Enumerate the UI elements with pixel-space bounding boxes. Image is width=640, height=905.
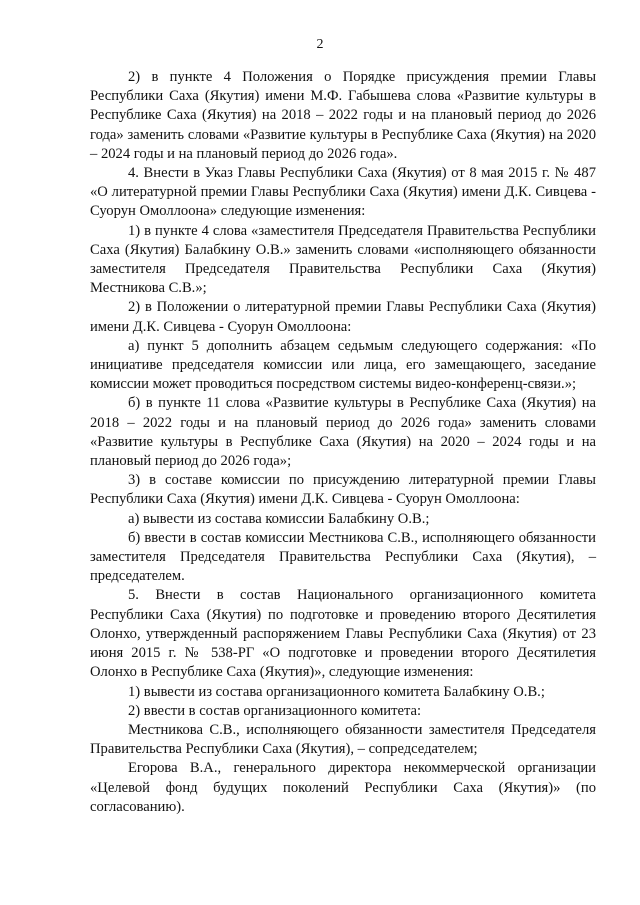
paragraph: 3) в составе комиссии по присуждению литературной премии Главы Республики Саха (Якутия) имени Д.К. Сивцева - Суорун Омоллоона: — [90, 472, 596, 508]
paragraph: 2) в Положении о литературной премии Главы Республики Саха (Якутия) имени Д.К. Сивцева - Суорун Омоллоона: — [90, 299, 596, 335]
document-body — [90, 68, 596, 817]
paragraph: б) ввести в состав комиссии Местникова С.В., исполняющего обязанности заместителя Председателя Правительства Республики Саха (Якутия), – председателем. — [90, 529, 596, 585]
paragraph: а) вывести из состава комиссии Балабкину О.В.; — [128, 510, 430, 527]
page-number: 2 — [316, 37, 324, 52]
paragraph: а) пункт 5 дополнить абзацем седьмым следующего содержания: «По инициативе председателя комиссии или лица, его замещающего, заседание комиссии может проводиться посредством системы видео-конференц-связи.»; — [90, 337, 596, 393]
paragraph: 5. Внести в состав Национального организационного комитета Республики Саха (Якутия) по подготовке и проведению второго Десятилетия Олонхо, утвержденный распоряжением Главы Республики Саха (Якутия) от 23 июня 2015 г. № 538-РГ «О подготовке и проведении второго Десятилетия Олонхо в Республике Саха (Якутия)», следующие изменения: — [90, 587, 596, 681]
paragraph: б) в пункте 11 слова «Развитие культуры в Республике Саха (Якутия) на 2018 – 2022 годы и на плановый период до 2026 года» заменить словами «Развитие культуры в Республике Саха (Якутия) на 2020 – 2024 годы и на плановый период до 2026 года»; — [90, 395, 596, 470]
paragraph: Егорова В.А., генерального директора некоммерческой организации «Целевой фонд будущих поколений Республики Саха (Якутия)» (по согласованию). — [90, 760, 596, 815]
paragraph: Местникова С.В., исполняющего обязанности заместителя Председателя Правительства Республики Саха (Якутия), – сопредседателем; — [90, 721, 596, 758]
paragraph: 1) в пункте 4 слова «заместителя Председателя Правительства Республики Саха (Якутия) Балабкину О.В.» заменить словами «исполняющего обязанности заместителя Председателя Правительства Республики Саха (Якутия) Местникова С.В.»; — [90, 222, 596, 297]
paragraph: 4. Внести в Указ Главы Республики Саха (Якутия) от 8 мая 2015 г. № 487 «О литературной премии Главы Республики Саха (Якутия) имени Д.К. Сивцева - Суорун Омоллоона» следующие изменения: — [90, 165, 596, 220]
paragraph: 2) ввести в состав организационного комитета: — [128, 702, 422, 719]
paragraph: 2) в пункте 4 Положения о Порядке присуждения премии Главы Республики Саха (Якутия) имени М.Ф. Габышева слова «Развитие культуры в Республике Саха (Якутия) на 2018 – 2022 годы и на плановый период до 2026 года» заменить словами «Развитие культуры в Республике Саха (Якутия) на 2020 – 2024 годы и на плановый период до 2026 года». — [90, 69, 596, 162]
paragraph: 1) вывести из состава организационного комитета Балабкину О.В.; — [128, 683, 545, 700]
